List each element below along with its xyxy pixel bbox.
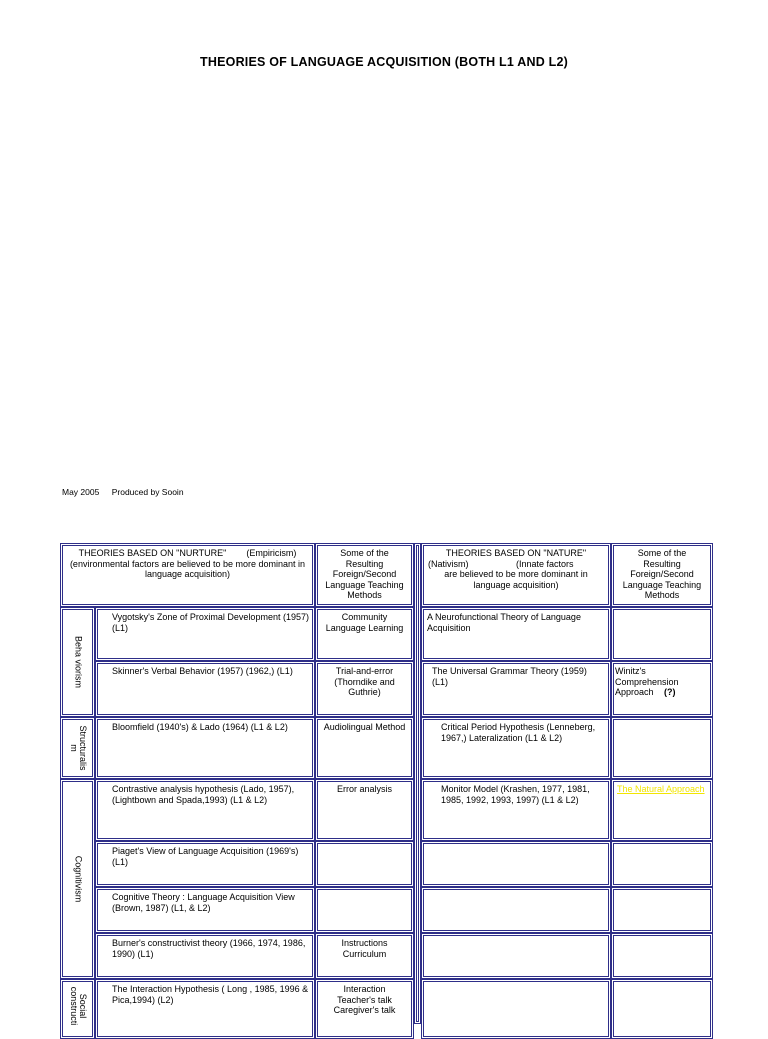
category-structuralism-label-2: m	[68, 744, 79, 752]
row2-method-left: Trial-and-error (Thorndike and Guthrie)	[315, 661, 414, 717]
category-social-label-2: constructi	[68, 987, 79, 1026]
row1-method-left: Community Language Learning	[315, 607, 414, 661]
row7-nature-theory	[421, 933, 611, 979]
page-title: THEORIES OF LANGUAGE ACQUISITION (BOTH L1 AND L2)	[200, 55, 568, 69]
row8-method-left	[315, 979, 414, 1039]
row5-nurture-theory: Piaget's View of Language Acquisition (1969's) (L1)	[95, 841, 315, 887]
row5-method-right	[611, 841, 713, 887]
footer	[62, 487, 194, 497]
row8-method-left-1: Interaction	[343, 984, 386, 994]
header-nurture-line2: (environmental factors are believed to be more dominant in	[69, 558, 306, 569]
separator-column	[414, 543, 421, 1024]
row4-nurture-theory: Contrastive analysis hypothesis (Lado, 1957), (Lightbown and Spada,1993) (L1 & L2)	[95, 779, 315, 841]
row7-method-right	[611, 933, 713, 979]
header-nurture-line3: language acquisition)	[144, 569, 231, 579]
header-nature-line4: language acquisition)	[473, 579, 559, 590]
header-nature-line1: THEORIES BASED ON "NATURE"	[445, 548, 587, 558]
category-structuralism-label	[69, 725, 87, 770]
row6-nature-theory	[421, 887, 611, 933]
category-social-label	[69, 987, 87, 1026]
header-methods-right	[611, 543, 713, 607]
category-structuralism	[60, 717, 95, 779]
row3-method-right	[611, 717, 713, 779]
row1-nature-theory: A Neurofunctional Theory of Language Acquisition	[421, 607, 611, 661]
row2-method-right-text: Winitz's Comprehension Approach	[615, 666, 679, 697]
row4-method-right	[611, 779, 713, 841]
row3-nature-theory: Critical Period Hypothesis (Lenneberg, 1967,) Lateralization (L1 & L2)	[421, 717, 611, 779]
header-nurture-line1: THEORIES BASED ON "NURTURE" (Empiricism)	[78, 548, 297, 558]
row8-method-right	[611, 979, 713, 1039]
row8-nature-theory	[421, 979, 611, 1039]
row5-method-left	[315, 841, 414, 887]
footer-date: May 2005	[62, 487, 100, 497]
row2-nurture-theory: Skinner's Verbal Behavior (1957) (1962,) (L1)	[95, 661, 315, 717]
row4-method-left: Error analysis	[315, 779, 414, 841]
row3-method-left: Audiolingual Method	[315, 717, 414, 779]
header-nature-line2: (Nativism) (Innate factors	[428, 558, 574, 569]
row6-method-right	[611, 887, 713, 933]
header-nature-line3: are believed to be more dominant in	[444, 569, 588, 579]
row5-nature-theory	[421, 841, 611, 887]
category-cognitivism-label: Cognitivism	[73, 855, 83, 903]
footer-credit: Produced by Sooin	[111, 487, 184, 497]
natural-approach-link[interactable]: The Natural Approach	[617, 784, 705, 794]
row8-nurture-theory: The Interaction Hypothesis ( Long , 1985, 1996 & Pica,1994) (L2)	[95, 979, 315, 1039]
row7-method-left: Instructions Curriculum	[315, 933, 414, 979]
header-nature	[421, 543, 611, 607]
category-behaviorism	[60, 607, 95, 717]
row2-nature-theory: The Universal Grammar Theory (1959) (L1)	[421, 661, 611, 717]
row3-nurture-theory: Bloomfield (1940's) & Lado (1964) (L1 & L2)	[95, 717, 315, 779]
row1-nurture-theory: Vygotsky's Zone of Proximal Development (1957) (L1)	[95, 607, 315, 661]
row6-nurture-theory: Cognitive Theory : Language Acquisition View (Brown, 1987) (L1, & L2)	[95, 887, 315, 933]
row8-method-left-3: Caregiver's talk	[333, 1005, 396, 1015]
row2-method-right	[611, 661, 713, 717]
header-nurture	[60, 543, 315, 607]
header-methods-right-text: Some of the Resulting Foreign/Second Language Teaching Methods	[622, 548, 702, 600]
header-methods-left	[315, 543, 414, 607]
row4-nature-theory: Monitor Model (Krashen, 1977, 1981, 1985, 1992, 1993, 1997) (L1 & L2)	[421, 779, 611, 841]
category-behaviorism-label: Beha viorism	[73, 635, 83, 689]
row1-method-right	[611, 607, 713, 661]
row7-nurture-theory: Burner's constructivist theory (1966, 1974, 1986, 1990) (L1)	[95, 933, 315, 979]
category-social-label-1: Social	[77, 994, 88, 1019]
row6-method-left	[315, 887, 414, 933]
row2-method-right-question: (?)	[664, 687, 676, 697]
header-methods-left-text: Some of the Resulting Foreign/Second Language Teaching Methods	[325, 548, 404, 600]
category-cognitivism	[60, 779, 95, 979]
row8-method-left-2: Teacher's talk	[337, 994, 392, 1005]
category-structuralism-label-1: Structuralis	[77, 725, 88, 771]
category-social-constructivism	[60, 979, 95, 1039]
